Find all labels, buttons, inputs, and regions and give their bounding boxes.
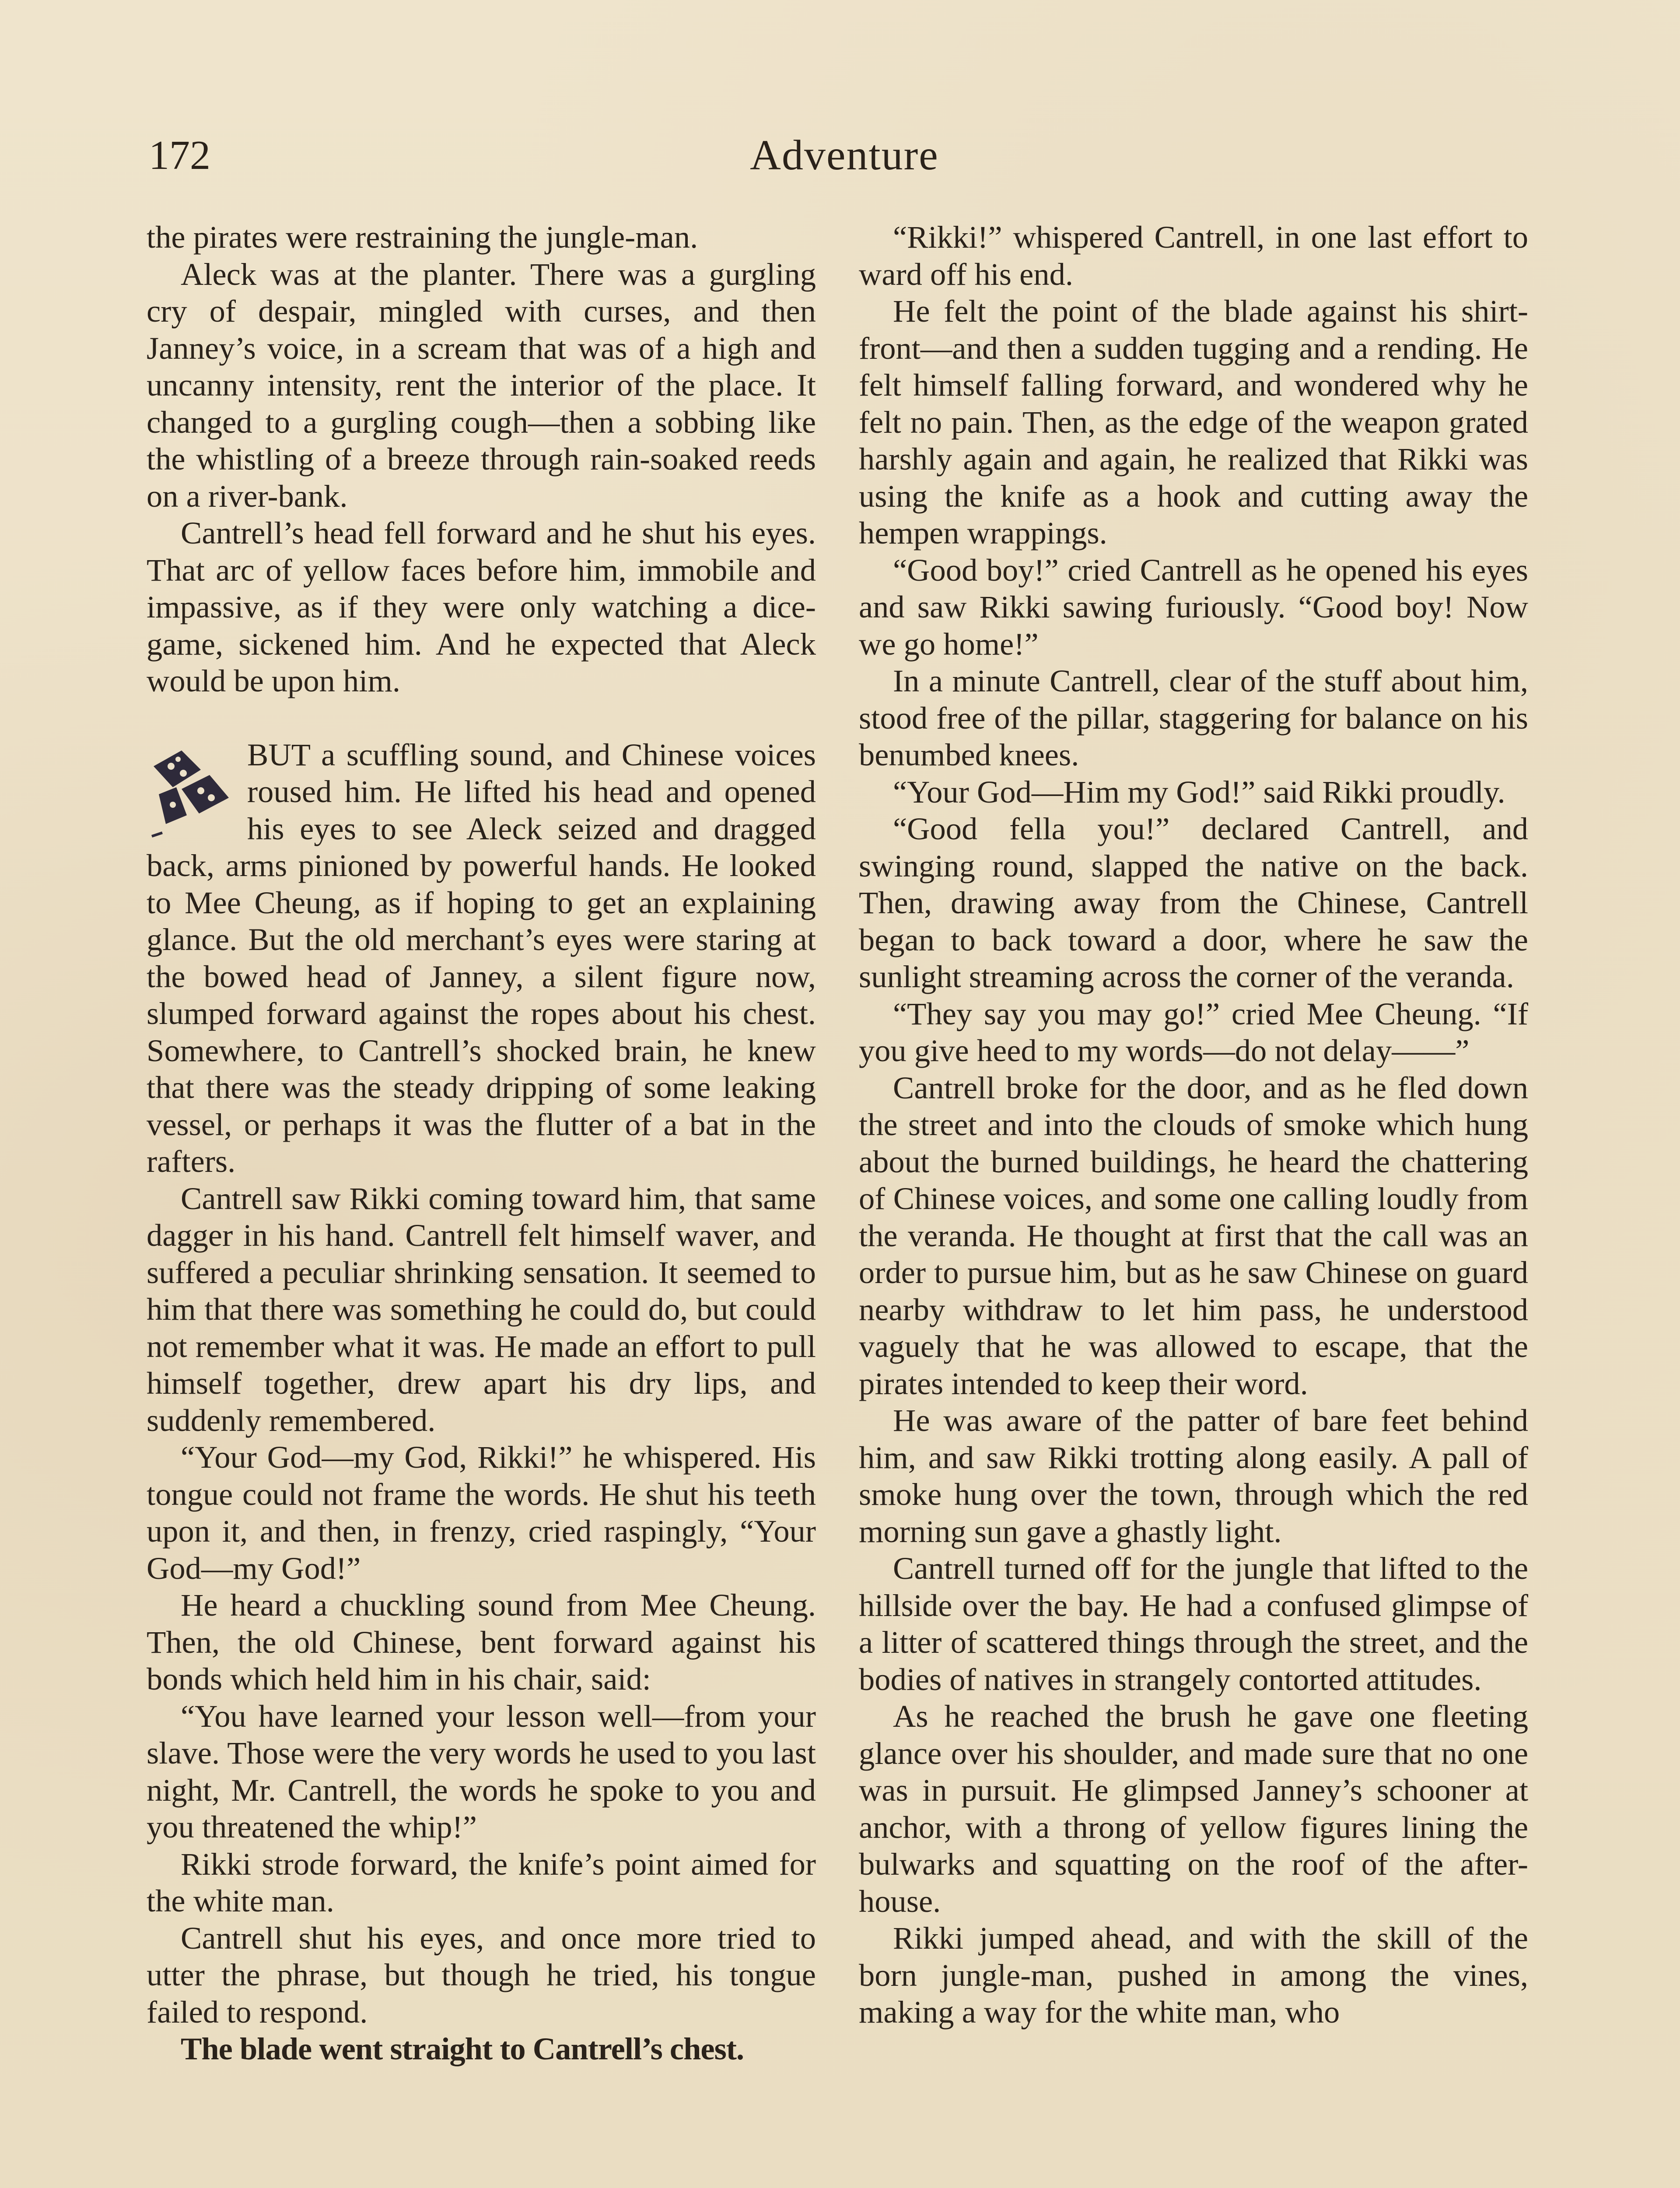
paragraph: Cantrell turned off for the jungle that lifted to the hillside over the bay. He had a confused glimpse of a litter of scattered things through the street, and the bodies of natives in strangely contorted attitudes. (859, 1550, 1528, 1697)
paragraph: Rikki jumped ahead, and with the skill of the born jungle-man, pushed in among the vines, making a way for the white man, who (859, 1920, 1528, 2030)
paragraph-bold-closing: The blade went straight to Cantrell’s chest. (181, 2031, 744, 2066)
right-column (859, 219, 1528, 2031)
paragraph: Rikki strode forward, the knife’s point aimed for the white man. (147, 1846, 816, 1918)
dice-ornament-icon (147, 740, 234, 841)
paragraph: “Rikki!” whispered Cantrell, in one last effort to ward off his end. (859, 219, 1528, 292)
page-header (149, 127, 1540, 193)
running-head-title: Adventure (750, 132, 939, 179)
paragraph: “Good boy!” cried Cantrell as he opened his eyes and saw Rikki sawing furiously. “Good boy! Now we go home!” (859, 552, 1528, 662)
paragraph: Cantrell broke for the door, and as he fled down the street and into the clouds of smoke which hung about the burned buildings, he heard the chattering of Chinese voices, and some one calling loudly from the veranda. He thought at first that the call was an order to pursue him, but as he saw Chinese on guard nearby withdraw to let him pass, he understood vaguely that he was allowed to escape, that the pirates intended to keep their word. (859, 1069, 1528, 1401)
paragraph: Cantrell saw Rikki coming toward him, that same dagger in his hand. Cantrell felt himself waver, and suffered a peculiar shrinking sensation. It seemed to him that there was something he could do, but could not remember what it was. He made an effort to pull himself together, drew apart his dry lips, and suddenly remembered. (147, 1180, 816, 1438)
page-number: 172 (149, 133, 210, 178)
paragraph: “They say you may go!” cried Mee Cheung. “If you give heed to my words—do not delay——” (859, 996, 1528, 1068)
paragraph: Cantrell shut his eyes, and once more tried to utter the phrase, but though he tried, his tongue failed to respond. (147, 1920, 816, 2030)
paragraph: He was aware of the patter of bare feet behind him, and saw Rikki trotting along easily. A pall of smoke hung over the town, through which the red morning sun gave a ghastly light. (859, 1403, 1528, 1549)
paragraph: He felt the point of the blade against his shirt-front—and then a sudden tugging and a rending. He felt himself falling forward, and wondered why he felt no pain. Then, as the edge of the weapon grated harshly again and again, he realized that Rikki was using the knife as a hook and cutting away the hempen wrappings. (859, 293, 1528, 551)
paragraph: In a minute Cantrell, clear of the stuff about him, stood free of the pillar, staggering for balance on his benumbed knees. (859, 663, 1528, 772)
paragraph: He heard a chuckling sound from Mee Cheung. Then, the old Chinese, bent forward against his bonds which held him in his chair, said: (147, 1587, 816, 1697)
paragraph: “Good fella you!” declared Cantrell, and swinging round, slapped the native on the back. Then, drawing away from the Chinese, Cantrell began to back toward a door, where he saw the sunlight streaming across the corner of the veranda. (859, 811, 1528, 994)
paragraph: Cantrell’s head fell forward and he shut his eyes. That arc of yellow faces before him, immobile and impassive, as if they were only watching a dice-game, sickened him. And he expected that Aleck would be upon him. (147, 515, 816, 698)
paragraph: the pirates were restraining the jungle-man. (147, 219, 698, 255)
section-break-block (147, 736, 816, 1180)
paragraph: As he reached the brush he gave one fleeting glance over his shoulder, and made sure that no one was in pursuit. He glimpsed Janney’s schooner at anchor, with a throng of yellow figures lining the bulwarks and squatting on the roof of the after-house. (859, 1698, 1528, 1919)
paragraph: “Your God—my God, Rikki!” he whispered. His tongue could not frame the words. He shut his teeth upon it, and then, in frenzy, cried raspingly, “Your God—my God!” (147, 1439, 816, 1586)
paragraph: Aleck was at the planter. There was a gurgling cry of despair, mingled with curses, and then Janney’s voice, in a scream that was of a high and uncanny intensity, rent the interior of the place. It changed to a gurgling cough—then a sobbing like the whistling of a breeze through rain-soaked reeds on a river-bank. (147, 256, 816, 514)
paragraph: “You have learned your lesson well—from your slave. Those were the very words he used to you last night, Mr. Cantrell, the words he spoke to you and you threatened the whip!” (147, 1698, 816, 1844)
paragraph: “Your God—Him my God!” said Rikki proudly. (893, 774, 1505, 810)
paragraph: BUT a scuffling sound, and Chinese voices roused him. He lifted his head and opened his eyes to see Aleck seized and dragged back, arms pinioned by powerful hands. He looked to Mee Cheung, as if hoping to get an explaining glance. But the old merchant’s eyes were staring at the bowed head of Janney, a silent figure now, slumped forward against the ropes about his chest. Somewhere, to Cantrell’s shocked brain, he knew that there was the steady dripping of some leaking vessel, or perhaps it was the flutter of a bat in the rafters. (147, 736, 816, 1179)
left-column (147, 219, 816, 2068)
